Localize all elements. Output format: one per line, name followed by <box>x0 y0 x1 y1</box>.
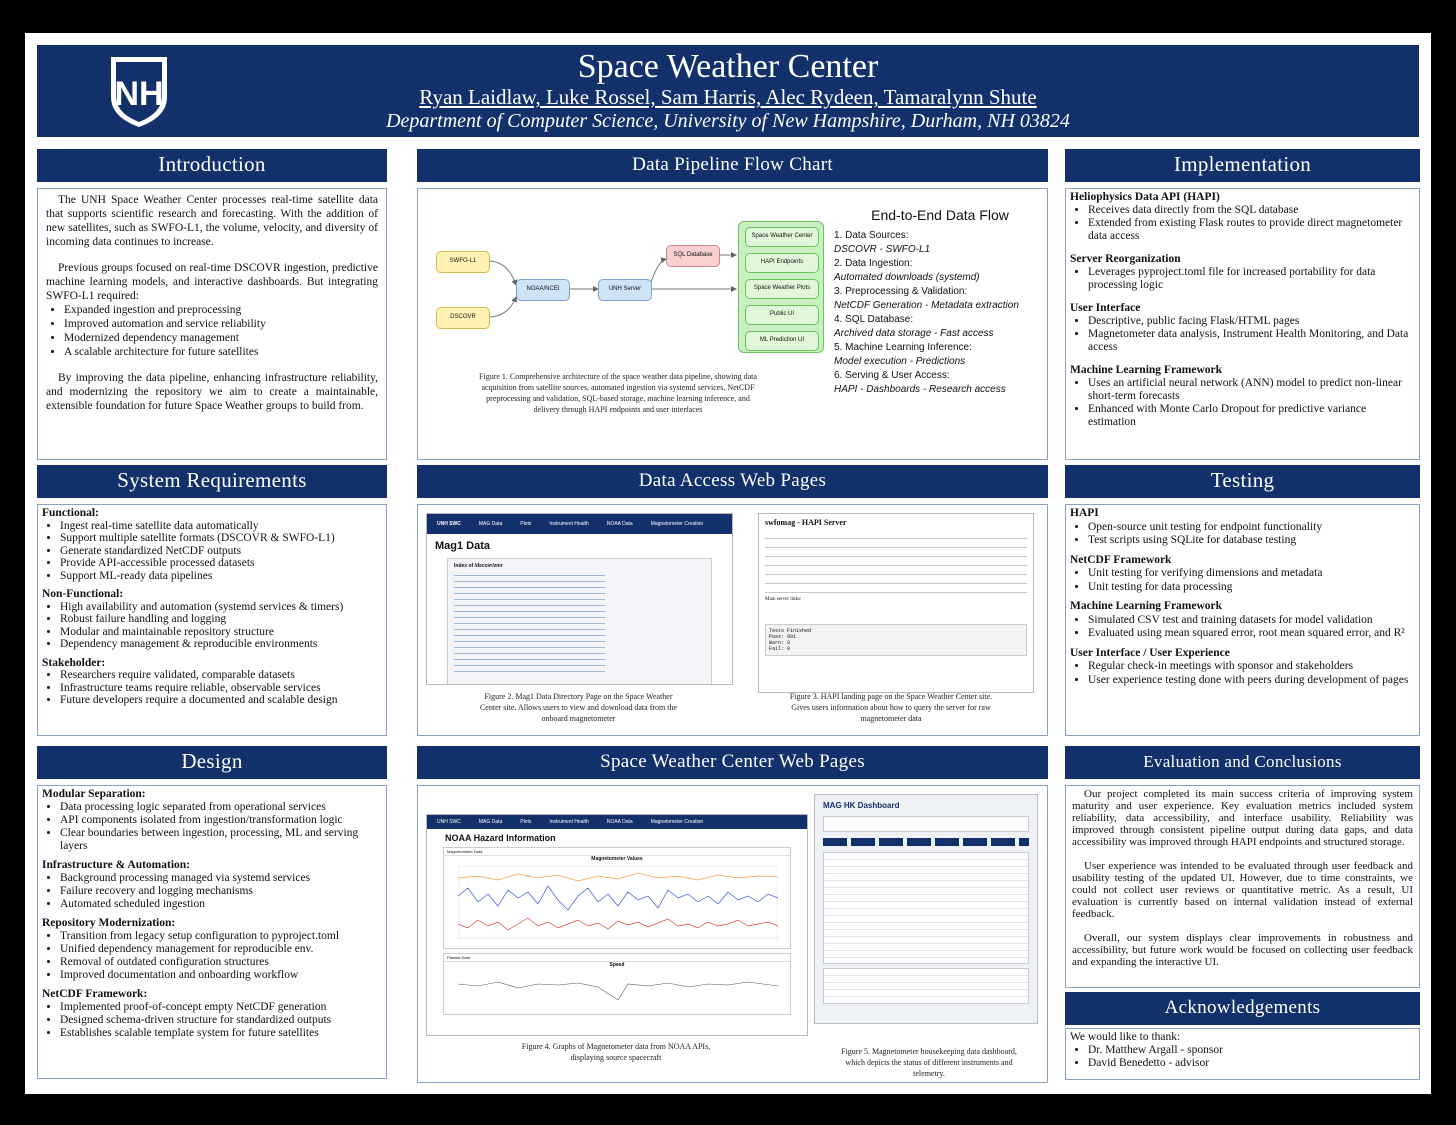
functional-heading: Functional: <box>42 507 99 519</box>
speed-plot <box>458 972 778 1008</box>
impl-heading: User Interface <box>1070 302 1141 314</box>
nav-item[interactable]: MAG Data <box>478 521 503 527</box>
list-item: • Dr. Matthew Argall - sponsor <box>1088 1044 1415 1057</box>
list-item: • High availability and automation (systemd services & timers) <box>60 601 382 614</box>
stakeholder-list <box>42 669 382 707</box>
modular-list <box>42 801 382 853</box>
list-item: • Evaluated using mean squared error, root mean squared error, and R² <box>1088 627 1415 641</box>
noaa-page-title: NOAA Hazard Information <box>445 833 556 843</box>
list-item: • Ingest real-time satellite data automatically <box>60 520 382 533</box>
eval-paragraph-1: Our project completed its main success criteria of improving system maturity and user experience. Key evaluation metrics included system reliability, data accessibility, and interface usability. Reliability was improved through consistent pipeline output during data gaps, and data accessibility was improved through HAPI endpoints and structured storage. <box>1072 788 1413 848</box>
magnetometer-plot <box>458 866 778 944</box>
nav-item[interactable]: MAG Data <box>478 819 503 825</box>
list-item: • Unit testing for verifying dimensions and metadata <box>1088 567 1415 581</box>
intro-paragraph-3: By improving the data pipeline, enhancing infrastructure reliability, and modernizing the repository we aim to create a maintainable, extensible foundation for future Space Weather groups to build from. <box>46 372 378 412</box>
eval-paragraph-2: User experience was intended to be evaluated through user feedback and usability testing of the updated UI. However, due to time constraints, we could not collect user reviews or quantitative metric. As a result, UI evaluation is currently based on internal validation instead of external feedback. <box>1072 860 1413 920</box>
list-item: • User experience testing done with peers during development of pages <box>1088 674 1415 688</box>
implementation-body <box>1065 188 1420 460</box>
access-body <box>417 504 1048 736</box>
requirements-body <box>37 504 387 736</box>
list-item: • Open-source unit testing for endpoint functionality <box>1088 521 1415 535</box>
evaluation-body <box>1065 785 1420 988</box>
list-item: • Removal of outdated configuration structures <box>60 956 382 969</box>
requirements-title: System Requirements <box>37 465 387 498</box>
webpages-body <box>417 785 1048 1083</box>
list-item: • David Benedetto - advisor <box>1088 1057 1415 1070</box>
panel-label: Magnetometer Data <box>444 848 790 856</box>
poster-title: Space Weather Center <box>577 48 879 85</box>
directory-listing <box>447 558 712 685</box>
poster <box>25 33 1431 1094</box>
list-item: • Failure recovery and logging mechanisms <box>60 885 382 898</box>
modular-heading: Modular Separation: <box>42 788 146 800</box>
poster-header <box>37 45 1419 137</box>
testing-heading: User Interface / User Experience <box>1070 646 1230 659</box>
hk-buttons <box>823 838 1029 846</box>
list-item: • Robust failure handling and logging <box>60 613 382 626</box>
mag-hk-title: MAG HK Dashboard <box>823 801 900 810</box>
list-item: • Implemented proof-of-concept empty NetCDF generation <box>60 1001 382 1014</box>
output-node: Space Weather Center <box>745 227 819 247</box>
list-item: • Unit testing for data processing <box>1088 581 1415 595</box>
impl-heading: Heliophysics Data API (HAPI) <box>1070 191 1220 203</box>
list-item: • A scalable architecture for future satellites <box>64 345 378 359</box>
list-item: • Establishes scalable template system for future satellites <box>60 1027 382 1040</box>
repo-list <box>42 930 382 982</box>
panel-label: Plasma Data <box>444 954 790 962</box>
nav-item[interactable]: Magnetometer Creation <box>650 819 704 825</box>
plasma-panel <box>443 953 791 1015</box>
noaa-screenshot <box>426 814 808 1036</box>
nonfunctional-list <box>42 601 382 651</box>
flow-step-label: 4. SQL Database: <box>834 314 914 325</box>
listing-lines <box>454 572 605 672</box>
introduction-title: Introduction <box>37 149 387 182</box>
hapi-text-lines <box>765 533 1027 593</box>
hk-secondary-table <box>823 968 1029 1004</box>
access-title: Data Access Web Pages <box>417 465 1048 498</box>
testing-list <box>1070 614 1415 641</box>
flow-step-detail: DSCOVR - SWFO-L1 <box>834 244 931 255</box>
index-title: Index of /dscovr/zmr <box>454 563 503 569</box>
chart-title: Magnetometer Values <box>591 856 643 862</box>
list-item: • Extended from existing Flask routes to provide direct magnetometer data access <box>1088 217 1415 243</box>
impl-list <box>1070 204 1415 243</box>
output-node: Public UI <box>745 305 819 325</box>
list-item: • Provide API-accessible processed datasets <box>60 557 382 570</box>
introduction-body <box>37 188 387 460</box>
netcdf-heading: NetCDF Framework: <box>42 988 148 1000</box>
intro-paragraph-1: The UNH Space Weather Center processes real-time satellite data that supports scientific research and forecasting. With the addition of new satellites, such as SWFO-L1, the volume, velocity, and diversity of incoming data continues to increase. <box>46 194 378 248</box>
nav-item[interactable]: NOAA Data <box>606 521 633 527</box>
flow-step-label: 1. Data Sources: <box>834 230 909 241</box>
nav-item[interactable]: UNH SWC <box>437 819 461 825</box>
impl-heading: Machine Learning Framework <box>1070 364 1223 376</box>
implementation-title: Implementation <box>1065 149 1420 182</box>
testing-list <box>1070 521 1415 548</box>
mag-hk-screenshot <box>814 794 1038 1024</box>
list-item: • Leverages pyproject.toml file for increased portability for data processing logic <box>1088 266 1415 292</box>
flow-step-label: 3. Preprocessing & Validation: <box>834 286 968 297</box>
netcdf-list <box>42 1001 382 1040</box>
impl-group <box>1070 364 1415 429</box>
list-item: • Researchers require validated, comparable datasets <box>60 669 382 682</box>
output-node: Space Weather Plots <box>745 279 819 299</box>
list-item: • Modular and maintainable repository structure <box>60 626 382 639</box>
infra-list <box>42 872 382 911</box>
flow-step-detail: Archived data storage - Fast access <box>834 328 994 339</box>
intro-paragraph-2: Previous groups focused on real-time DSCOVR ingestion, predictive machine learning models, and interactive dashboards. But integrating SWFO-L1 required: <box>46 262 378 302</box>
authors: Ryan Laidlaw, Luke Rossel, Sam Harris, Alec Rydeen, Tamaralynn Shute <box>419 85 1037 109</box>
list-item: • Test scripts using SQLite for database testing <box>1088 534 1415 548</box>
flow-step-label: 5. Machine Learning Inference: <box>834 342 972 353</box>
list-item: • Improved documentation and onboarding workflow <box>60 969 382 982</box>
hk-status-table <box>823 852 1029 964</box>
intro-bullets <box>46 303 378 359</box>
list-item: • Dependency management & reproducible environments <box>60 638 382 651</box>
site-navbar <box>427 815 807 829</box>
svg-text:NH: NH <box>114 75 164 113</box>
testing-title: Testing <box>1065 465 1420 498</box>
list-item: • Improved automation and service reliability <box>64 317 378 331</box>
testing-list <box>1070 567 1415 594</box>
pipeline-title: Data Pipeline Flow Chart <box>417 149 1048 182</box>
testing-heading: NetCDF Framework <box>1070 553 1172 566</box>
list-item: • Background processing managed via systemd services <box>60 872 382 885</box>
list-item: • Generate standardized NetCDF outputs <box>60 545 382 558</box>
output-group <box>738 221 824 353</box>
list-item: • Clear boundaries between ingestion, processing, ML and serving layers <box>60 827 382 853</box>
figure-4-caption: Figure 4. Graphs of Magnetometer data from NOAA APIs, displaying source spacecraft <box>521 1042 711 1062</box>
series-speed <box>458 982 778 1000</box>
list-item: • Uses an artificial neural network (ANN) model to predict non-linear short-term forecasts <box>1088 377 1415 403</box>
figure-1-caption: Figure 1. Comprehensive architecture of the space weather data pipeline, showing data acquisition from satellite sources, automated ingestion via systemd services, NetCDF preprocessing and validation, SQL-based storage, machine learning inference, and delivery through HAPI endpoints and user interfaces <box>479 372 757 414</box>
acknowledgements-title: Acknowledgements <box>1065 992 1420 1025</box>
hk-fields <box>823 816 1029 832</box>
output-node: ML Prediction UI <box>745 331 819 351</box>
list-item: • Future developers require a documented and scalable design <box>60 694 382 707</box>
list-item: • Modernized dependency management <box>64 331 378 345</box>
list-item: • Receives data directly from the SQL database <box>1088 204 1415 217</box>
pipeline-body <box>417 188 1048 460</box>
chart-title: Speed <box>609 962 625 968</box>
impl-list <box>1070 377 1415 429</box>
list-item: • Descriptive, public facing Flask/HTML pages <box>1088 315 1415 328</box>
design-title: Design <box>37 746 387 779</box>
list-item: • Simulated CSV test and training datasets for model validation <box>1088 614 1415 628</box>
testing-heading: Machine Learning Framework <box>1070 600 1223 612</box>
list-item: • Support multiple satellite formats (DSCOVR & SWFO-L1) <box>60 532 382 545</box>
list-item: • Unified dependency management for reproducible env. <box>60 943 382 956</box>
stakeholder-heading: Stakeholder: <box>42 656 106 669</box>
flow-step-label: 2. Data Ingestion: <box>834 258 913 269</box>
mag-panel <box>443 847 791 949</box>
list-item: • Expanded ingestion and preprocessing <box>64 303 378 317</box>
flow-title: End-to-End Data Flow <box>871 207 1009 223</box>
figure-2-caption: Figure 2. Mag1 Data Directory Page on the Space Weather Center site. Allows users to view and download data from the onboard magnetometer <box>479 692 678 723</box>
figure-5-caption: Figure 5. Magnetometer housekeeping data dashboard, which depicts the status of different instruments and telemetry. <box>841 1047 1017 1078</box>
list-item: • Transition from legacy setup configuration to pyproject.toml <box>60 930 382 943</box>
evaluation-title: Evaluation and Conclusions <box>1065 746 1420 779</box>
testing-list <box>1070 660 1415 687</box>
infra-heading: Infrastructure & Automation: <box>42 859 190 871</box>
list-item: • Automated scheduled ingestion <box>60 898 382 911</box>
list-item: • Enhanced with Monte Carlo Dropout for predictive variance estimation <box>1088 403 1415 429</box>
list-item: • Support ML-ready data pipelines <box>60 570 382 583</box>
ack-intro: We would like to thank: <box>1070 1031 1181 1043</box>
mag1-page-title: Mag1 Data <box>435 540 491 552</box>
impl-group <box>1070 302 1415 354</box>
flow-step-detail: Model execution - Predictions <box>834 356 966 367</box>
list-item: • Regular check-in meetings with sponsor and stakeholders <box>1088 660 1415 674</box>
flow-step-detail: NetCDF Generation - Metadata extraction <box>834 300 1019 311</box>
nav-item[interactable]: Magnetometer Creation <box>650 521 704 527</box>
nav-item[interactable]: NOAA Data <box>606 819 633 825</box>
flow-step-detail: Automated downloads (systemd) <box>834 272 980 283</box>
impl-heading: Server Reorganization <box>1070 253 1181 265</box>
list-item: • Infrastructure teams require reliable, observable services <box>60 682 382 695</box>
affiliation: Department of Computer Science, University of New Hampshire, Durham, NH 03824 <box>386 110 1070 132</box>
impl-list <box>1070 266 1415 292</box>
figure-3-caption: Figure 3. HAPI landing page on the Space Weather Center site. Gives users information about how to query the server for raw magnetometer data <box>789 692 993 723</box>
hapi-test-box: Tests Finished Pass: 001 Warn: 3 Fail: 0 <box>765 624 1027 656</box>
node-noaa: NOAA/NCEI <box>516 279 570 301</box>
flow-step-label: 6. Serving & User Access: <box>834 370 950 381</box>
nav-item[interactable]: UNH SWC <box>437 521 461 527</box>
nav-item[interactable]: Instrument Health <box>549 521 589 527</box>
testing-body <box>1065 504 1420 736</box>
design-body <box>37 785 387 1079</box>
flow-steps <box>834 207 1046 397</box>
nonfunctional-heading: Non-Functional: <box>42 588 124 600</box>
functional-list <box>42 520 382 583</box>
nav-item[interactable]: Plots <box>520 819 532 825</box>
node-unh-server: UNH Server <box>598 279 652 301</box>
testing-heading: HAPI <box>1070 507 1099 519</box>
nav-item[interactable]: Instrument Health <box>549 819 589 825</box>
hapi-screenshot <box>758 513 1034 693</box>
source-node-swfo: SWFO-L1 <box>436 251 490 273</box>
list-item: • Magnetometer data analysis, Instrument Health Monitoring, and Data access <box>1088 328 1415 354</box>
node-sql-database: SQL Database <box>666 245 720 267</box>
list-item: • Data processing logic separated from operational services <box>60 801 382 814</box>
site-navbar <box>427 514 732 534</box>
list-item: • Designed schema-driven structure for standardized outputs <box>60 1014 382 1027</box>
nav-item[interactable]: Plots <box>520 521 532 527</box>
acknowledgements-body <box>1065 1028 1420 1080</box>
eval-paragraph-3: Overall, our system displays clear improvements in robustness and accessibility, but future work would be focused on collecting user feedback and expanding the interactive UI. <box>1072 932 1413 968</box>
webpages-title: Space Weather Center Web Pages <box>417 746 1048 779</box>
ack-list <box>1070 1044 1415 1070</box>
list-item: • API components isolated from ingestion/transformation logic <box>60 814 382 827</box>
source-node-dscovr: DSCOVR <box>436 307 490 329</box>
impl-group <box>1070 191 1415 243</box>
output-node: HAPI Endpoints <box>745 253 819 273</box>
impl-group <box>1070 253 1415 292</box>
hapi-subheading: Main server links: <box>765 597 802 602</box>
repo-heading: Repository Modernization: <box>42 917 176 929</box>
flow-step-detail: HAPI - Dashboards - Research access <box>834 384 1006 395</box>
mag1-screenshot <box>426 513 733 685</box>
hapi-title: swfomag - HAPI Server <box>765 518 847 527</box>
impl-list <box>1070 315 1415 354</box>
